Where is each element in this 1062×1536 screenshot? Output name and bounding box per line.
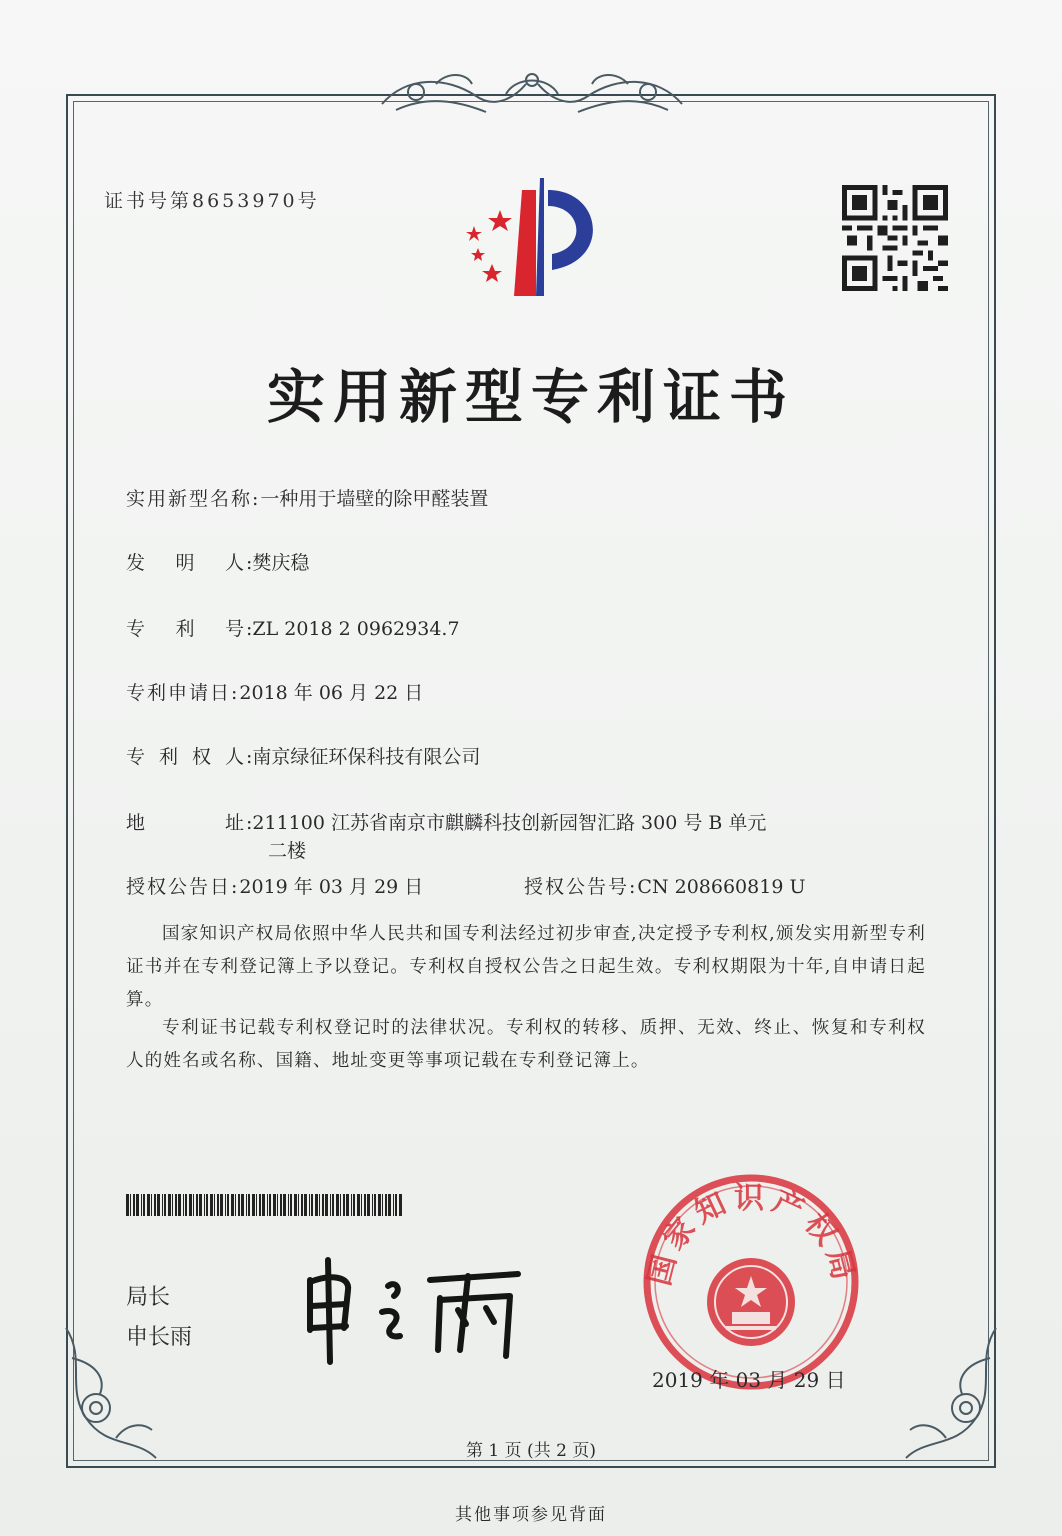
- inventor-label: 发 明 人: [126, 552, 244, 574]
- application-date-row: [126, 678, 423, 705]
- barcode-bar: [388, 1194, 391, 1216]
- grant-date-row: [126, 872, 423, 899]
- barcode-bar: [298, 1194, 299, 1216]
- grant-number-row: [524, 872, 805, 899]
- barcode-bar: [262, 1194, 265, 1216]
- barcode-icon: [126, 1194, 404, 1216]
- svg-text:国家知识产权局: 国家知识产权局: [641, 1181, 863, 1290]
- barcode-bar: [241, 1194, 244, 1216]
- barcode-bar: [246, 1194, 247, 1216]
- patent-number-label: 专 利 号: [126, 618, 244, 640]
- patent-number-row: 专 利 号 :ZL 2018 2 0962934.7: [126, 614, 460, 641]
- official-seal-icon: [632, 1172, 870, 1392]
- barcode-bar: [309, 1194, 310, 1216]
- qr-code-icon: [842, 184, 948, 292]
- patentee-label: 专 利 权 人: [126, 746, 244, 768]
- seal-date: 2019 年 03 月 29 日: [652, 1368, 846, 1392]
- barcode-bar: [199, 1194, 202, 1216]
- top-ornament-icon: [376, 66, 688, 122]
- barcode-bar: [143, 1194, 145, 1216]
- barcode-bar: [252, 1194, 255, 1216]
- patent-number-value: ZL 2018 2 0962934.7: [252, 618, 460, 640]
- patent-office-logo-icon: [452, 170, 612, 300]
- director-name: 申长雨: [126, 1325, 193, 1350]
- back-note: 其他事项参见背面: [455, 1505, 607, 1525]
- barcode-bar: [227, 1194, 229, 1216]
- barcode-bar: [395, 1194, 397, 1216]
- barcode-bar: [168, 1194, 171, 1216]
- barcode-bar: [214, 1194, 215, 1216]
- inventor-value: 樊庆稳: [252, 552, 310, 574]
- barcode-bar: [164, 1194, 166, 1216]
- barcode-bar: [385, 1194, 387, 1216]
- patentee-value: 南京绿征环保科技有限公司: [252, 746, 481, 768]
- utility-model-name-value: 一种用于墙壁的除甲醛装置: [260, 488, 489, 510]
- address-label: 地 址: [126, 812, 244, 834]
- barcode-bar: [273, 1194, 276, 1216]
- barcode-bar: [332, 1194, 334, 1216]
- barcode-bar: [269, 1194, 271, 1216]
- barcode-bar: [325, 1194, 328, 1216]
- barcode-bar: [361, 1194, 362, 1216]
- barcode-bar: [259, 1194, 261, 1216]
- barcode-bar: [301, 1194, 303, 1216]
- barcode-bar: [340, 1194, 341, 1216]
- grant-number-value: CN 208660819 U: [637, 876, 806, 898]
- grant-date-label: 授权公告日:: [126, 876, 240, 898]
- utility-model-name-row: [126, 484, 488, 511]
- barcode-bar: [185, 1194, 187, 1216]
- barcode-bar: [374, 1194, 376, 1216]
- body-paragraph-1: 国家知识产权局依照中华人民共和国专利法经过初步审查,决定授予专利权,颁发实用新型专利证书并在专利登记簿上予以登记。专利权自授权公告之日起生效。专利权期限为十年,自申请日起算。: [126, 924, 926, 1010]
- patentee-row: 专 利 权 人 :南京绿征环保科技有限公司: [126, 742, 480, 769]
- barcode-bar: [351, 1194, 352, 1216]
- page-number: 第 1 页 (共 2 页): [466, 1441, 596, 1461]
- barcode-bar: [256, 1194, 257, 1216]
- address-value-line1: 211100 江苏省南京市麒麟科技创新园智汇路 300 号 B 单元: [252, 812, 767, 834]
- barcode-bar: [319, 1194, 320, 1216]
- barcode-bar: [248, 1194, 250, 1216]
- barcode-bar: [283, 1194, 286, 1216]
- handwritten-signature-icon: [290, 1250, 540, 1370]
- barcode-bar: [330, 1194, 331, 1216]
- barcode-bar: [196, 1194, 198, 1216]
- barcode-bar: [175, 1194, 177, 1216]
- barcode-bar: [193, 1194, 194, 1216]
- grant-date-value: 2019 年 03 月 29 日: [239, 876, 424, 898]
- barcode-bar: [178, 1194, 181, 1216]
- barcode-bar: [311, 1194, 313, 1216]
- barcode-bar: [238, 1194, 240, 1216]
- barcode-bar: [136, 1194, 139, 1216]
- utility-model-name-label: 实用新型名称:: [126, 488, 261, 510]
- barcode-bar: [210, 1194, 213, 1216]
- address-row: 地 址 :211100 江苏省南京市麒麟科技创新园智汇路 300 号 B 单元: [126, 808, 766, 835]
- barcode-bar: [322, 1194, 324, 1216]
- barcode-bar: [304, 1194, 307, 1216]
- barcode-bar: [364, 1194, 366, 1216]
- barcode-bar: [130, 1194, 131, 1216]
- barcode-bar: [315, 1194, 318, 1216]
- barcode-bar: [231, 1194, 234, 1216]
- barcode-bar: [204, 1194, 205, 1216]
- barcode-bar: [183, 1194, 184, 1216]
- barcode-bar: [220, 1194, 223, 1216]
- body-paragraph-2: 专利证书记载专利权登记时的法律状况。专利权的转移、质押、无效、终止、恢复和专利权人的姓名或名称、国籍、地址变更等事项记载在专利登记簿上。: [126, 1018, 926, 1071]
- barcode-bar: [346, 1194, 349, 1216]
- barcode-bar: [225, 1194, 226, 1216]
- barcode-bar: [189, 1194, 192, 1216]
- grant-number-label: 授权公告号:: [524, 876, 638, 898]
- barcode-bar: [393, 1194, 394, 1216]
- barcode-bar: [151, 1194, 152, 1216]
- barcode-bar: [357, 1194, 360, 1216]
- barcode-bar: [172, 1194, 173, 1216]
- barcode-bar: [372, 1194, 373, 1216]
- barcode-bar: [217, 1194, 219, 1216]
- barcode-bar: [267, 1194, 268, 1216]
- application-date-label: 专利申请日:: [126, 682, 240, 704]
- barcode-bar: [382, 1194, 383, 1216]
- barcode-bar: [343, 1194, 345, 1216]
- barcode-bar: [154, 1194, 156, 1216]
- barcode-bar: [336, 1194, 339, 1216]
- certificate-title: 实用新型专利证书: [266, 363, 795, 431]
- barcode-bar: [353, 1194, 355, 1216]
- barcode-bar: [280, 1194, 282, 1216]
- barcode-bar: [147, 1194, 150, 1216]
- certificate-number: 证书号第8653970号: [104, 190, 320, 212]
- barcode-bar: [290, 1194, 292, 1216]
- barcode-bar: [294, 1194, 297, 1216]
- application-date-value: 2018 年 06 月 22 日: [239, 682, 424, 704]
- barcode-bar: [157, 1194, 160, 1216]
- address-value-line2: 二楼: [268, 840, 307, 862]
- barcode-bar: [206, 1194, 208, 1216]
- barcode-bar: [126, 1194, 129, 1216]
- director-title: 局长: [126, 1285, 171, 1310]
- barcode-bar: [235, 1194, 236, 1216]
- barcode-bar: [277, 1194, 278, 1216]
- barcode-bar: [288, 1194, 289, 1216]
- barcode-bar: [367, 1194, 370, 1216]
- barcode-bar: [399, 1194, 402, 1216]
- inventor-row: 发 明 人 :樊庆稳: [126, 548, 309, 575]
- barcode-bar: [141, 1194, 142, 1216]
- barcode-bar: [378, 1194, 381, 1216]
- barcode-bar: [162, 1194, 163, 1216]
- barcode-bar: [133, 1194, 135, 1216]
